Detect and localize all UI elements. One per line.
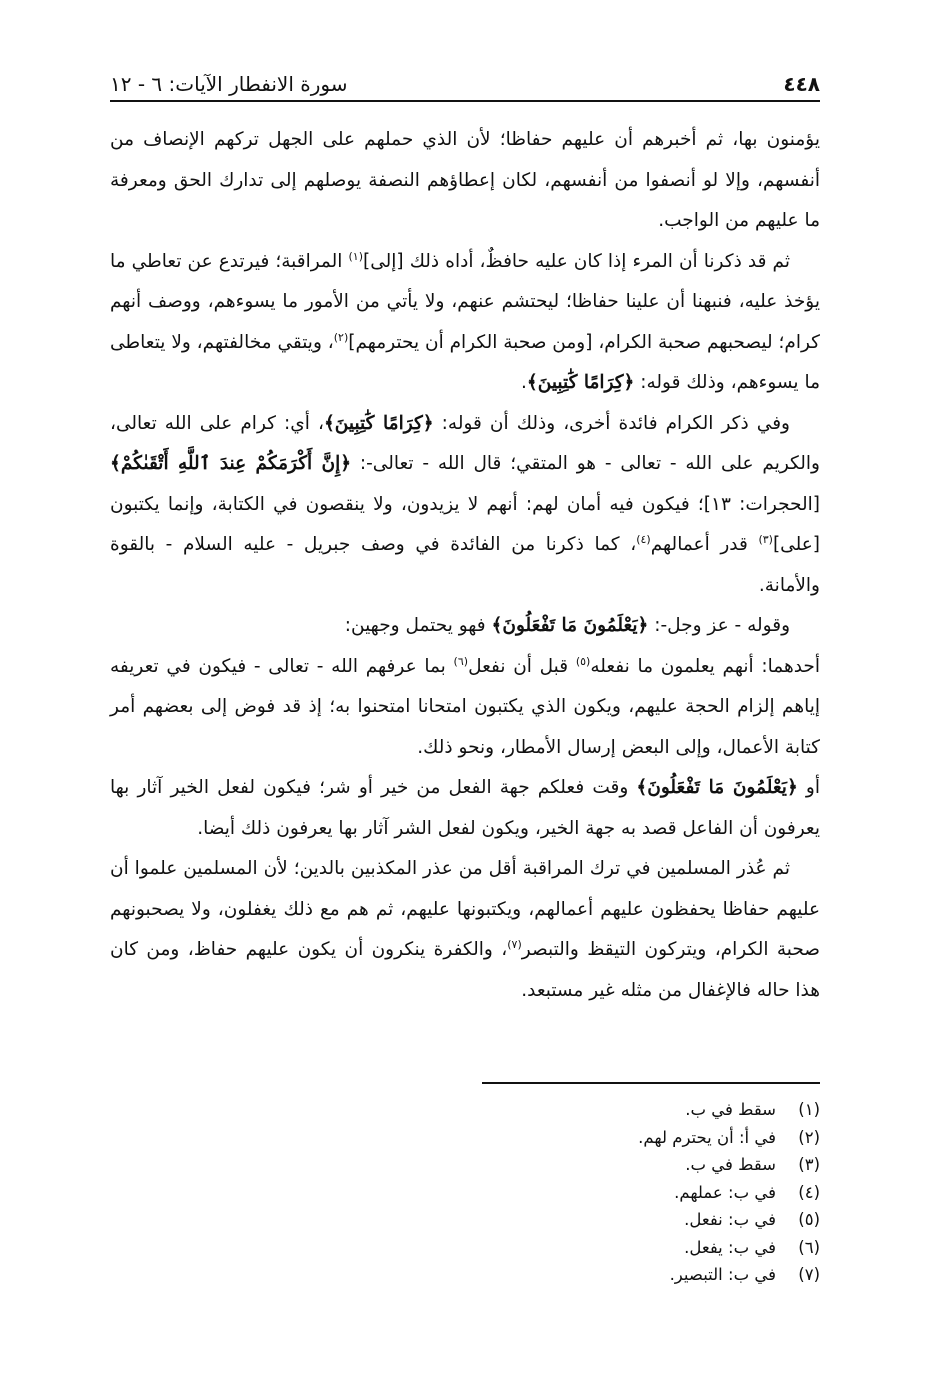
footnote-text: سقط في ب. [685, 1100, 776, 1119]
footnote-text: في أ: أن يحترم لهم. [638, 1127, 776, 1147]
quran-verse: ﴿يَعْلَمُونَ مَا تَفْعَلُونَ﴾ [491, 615, 649, 636]
footnote-item [110, 1151, 820, 1179]
footnote-item [110, 1206, 820, 1234]
footnote-item [110, 1261, 820, 1289]
footnote-item [110, 1096, 820, 1124]
footnote-number: (٣) [798, 1155, 820, 1174]
paragraph-4: وقوله - عز وجل-: ﴿يَعْلَمُونَ مَا تَفْعَلُونَ﴾ فهو يحتمل وجهين: [344, 615, 790, 636]
footnote-ref-3[interactable]: (٣) [758, 532, 773, 546]
footnote-ref-1[interactable]: (١) [348, 249, 363, 263]
footnote-number: (١) [798, 1100, 820, 1119]
header-rule [110, 100, 820, 102]
section-title: سورة الانفطار الآيات: ٦ - ١٢ [110, 72, 348, 96]
footnote-number: (٧) [798, 1265, 820, 1284]
paragraph-2: ثم قد ذكرنا أن المرء إذا كان عليه حافظٌ، أداه ذلك [إلى]$^{(١)}$ المراقبة؛ فيرتدع عن تعاطي ما يؤخذ عليه، فنبهنا أن علينا حفاظا؛ ليحتشم عنهم، ولا يأتي من الأمور ما يسوءهم، ووصف أنهم كرام؛ ليصحبهم صحبة الكرام، [ومن صحبة الكرام أن يحترمهم]$^{(٢)}$، ويتقي مخالفتهم، ولا يتعاطى ما يسوءهم، وذلك قوله: ﴿كِرَامًا كَٰتِبِينَ﴾. [110, 249, 820, 393]
footnote-text: في ب: يفعل. [684, 1237, 776, 1257]
quran-verse: ﴿يَعْلَمُونَ مَا تَفْعَلُونَ﴾ [636, 777, 798, 798]
footnote-number: (٢) [798, 1127, 820, 1147]
page-header [110, 62, 820, 98]
footnote-number: (٤) [798, 1182, 820, 1202]
footnote-rule [482, 1082, 820, 1084]
footnote-ref-4[interactable]: (٤) [636, 532, 651, 546]
footnote-text: في ب: نفعل. [684, 1210, 776, 1229]
footnote-text: في ب: التبصير. [669, 1265, 776, 1284]
main-text [110, 120, 820, 1011]
footnote-item [110, 1234, 820, 1262]
paragraph-6: أو ﴿يَعْلَمُونَ مَا تَفْعَلُونَ﴾ وقت فعلكم جهة الفعل من خير أو شر؛ فيكون لفعل الخير آثار بها يعرفون أن الفاعل قصد به جهة الخير، ويكون لفعل الشر آثار بها يعرفون ذلك أيضا. [110, 777, 821, 839]
footnote-ref-5[interactable]: (٥) [575, 654, 591, 668]
paragraph-1: يؤمنون بها، ثم أخبرهم أن عليهم حفاظا؛ لأن الذي حملهم على الجهل تركهم الإنصاف من أنفسهم، وإلا لو أنصفوا من أنفسهم، لكان إعطاؤهم النصفة يوصلهم إلى تدارك الحق ومعرفة ما عليهم من الواجب. [110, 129, 820, 231]
footnotes-list [110, 1096, 820, 1289]
paragraph-5: أحدهما: أنهم يعلمون ما نفعله$^{(٥)}$ قبل أن نفعل$^{(٦)}$ بما عرفهم الله - تعالى - فيكون في تعريفه إياهم إلزام الحجة عليهم، ويكون الذي يكتبون امتحانا امتحنوا به؛ إذ قد فوض إلى بعضهم أمر كتابة الأعمال، وإلى البعض إرسال الأمطار، ونحو ذلك. [110, 654, 820, 758]
footnote-text: في ب: عملهم. [674, 1182, 776, 1202]
quran-verse: ﴿كِرَامًا كَٰتِبِينَ﴾ [323, 412, 434, 434]
paragraph-7: ثم عُذر المسلمين في ترك المراقبة أقل من عذر المكذبين بالدين؛ لأن المسلمين علموا أن عليهم حفاظا يحفظون عليهم أعمالهم، ويكتبونها عليهم، ثم هم مع ذلك يغفلون، ولا يصحبونهم صحبة الكرام، ويتركون التيقظ والتبصر$^{(٧)}$، والكفرة ينكرون أن يكون عليهم حفاظ، ومن كان هذا حاله فالإغفال من مثله غير مستبعد. [110, 858, 821, 1001]
quran-verse: ﴿إِنَّ أَكْرَمَكُمْ عِندَ ٱللَّهِ أَتْقَىٰكُمْ﴾ [110, 453, 352, 474]
footnote-item [110, 1124, 820, 1152]
footnote-number: (٦) [798, 1237, 820, 1257]
footnote-text: سقط في ب. [685, 1155, 776, 1174]
footnote-ref-6[interactable]: (٦) [453, 654, 469, 668]
footnote-item [110, 1179, 820, 1207]
footnote-number: (٥) [798, 1210, 820, 1229]
quran-verse: ﴿كِرَامًا كَٰتِبِينَ﴾ [526, 372, 635, 393]
paragraph-3: وفي ذكر الكرام فائدة أخرى، وذلك أن قوله: ﴿كِرَامًا كَٰتِبِينَ﴾، أي: كرام على الله تعالى، والكريم على الله - تعالى - هو المتقي؛ قال الله - تعالى-: ﴿إِنَّ أَكْرَمَكُمْ عِندَ ٱللَّهِ أَتْقَىٰكُمْ﴾ [الحجرات: ١٣]؛ فيكون فيه أمان لهم: أنهم لا يزيدون، ولا ينقصون في الكتابة، وإنما يكتبون [على]$^{(٣)}$ قدر أعمالهم$^{(٤)}$، كما ذكرنا من الفائدة في وصف جبريل - عليه السلام - بالقوة والأمانة. [110, 412, 820, 596]
footnote-ref-7[interactable]: (٧) [507, 937, 522, 951]
page-number: ٤٤٨ [783, 72, 820, 96]
footnote-ref-2[interactable]: (٢) [333, 330, 349, 344]
